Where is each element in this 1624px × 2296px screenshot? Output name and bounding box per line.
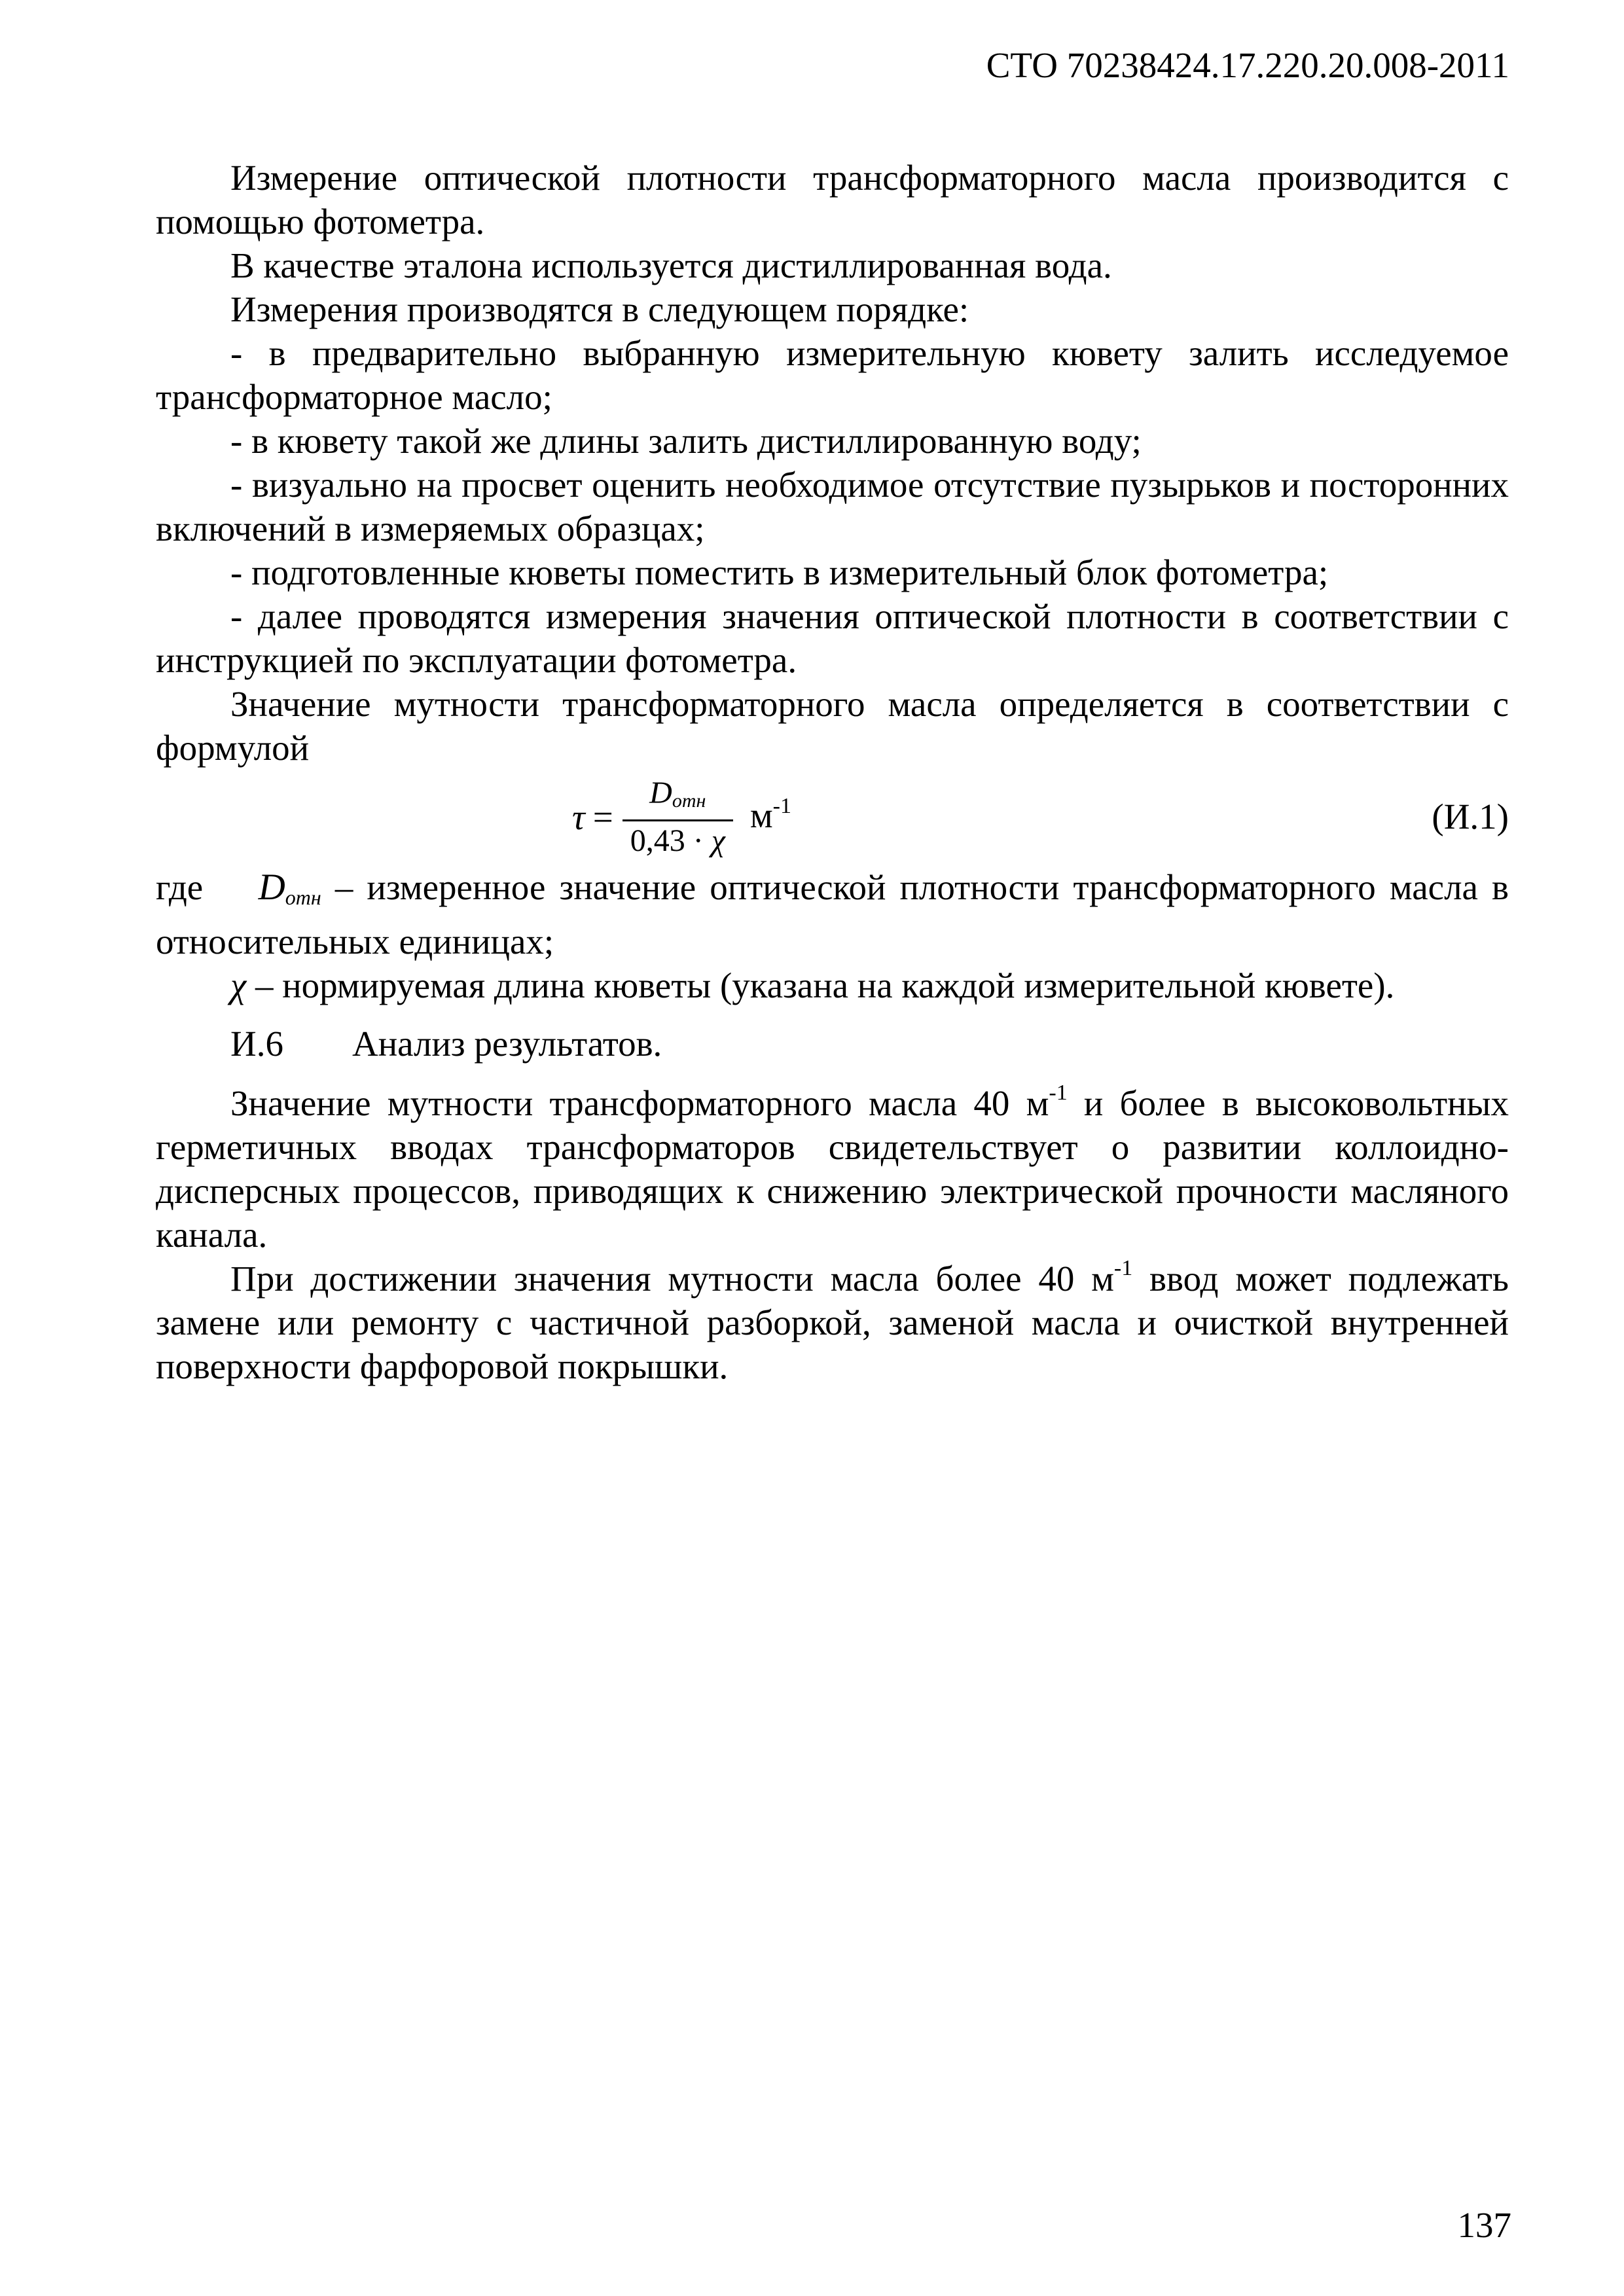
numerator-subscript: отн: [672, 789, 706, 812]
threshold-exponent: -1: [1049, 1081, 1068, 1105]
list-item-perform-measurement: - далее проводятся измерения значения оптической плотности в соответствии с инструкцией по эксплуатации фотометра.: [156, 596, 1509, 680]
replacement-text-after: ввод может подлежать замене или ремонту с частичной разборкой, заменой масла и очисткой внутренней поверхности фарфоровой покрышки.: [156, 1259, 1509, 1386]
unit-text: м: [749, 795, 773, 835]
formula-equals: =: [592, 797, 613, 837]
denominator-symbol: χ: [711, 823, 725, 858]
paragraph-turbidity-threshold: [156, 1081, 1509, 1257]
document-code-header: СТО 70238424.17.220.20.008-2011: [986, 45, 1509, 85]
threshold-text-before: Значение мутности трансформаторного масла 40 м: [230, 1083, 1049, 1123]
list-item-fill-water: - в кювету такой же длины залить дистиллированную воду;: [230, 421, 1142, 461]
section-title: Анализ результатов.: [352, 1024, 662, 1064]
d-symbol-subscript: отн: [285, 886, 321, 909]
paragraph-replacement-advice: [156, 1257, 1509, 1388]
paragraph-reference-standard: В качестве эталона используется дистиллированная вода.: [230, 245, 1112, 285]
numerator-symbol: D: [649, 775, 672, 810]
definition-chi-text: – нормируемая длина кюветы (указана на каждой измерительной кювете).: [246, 965, 1395, 1005]
paragraph-photometer-measurement: Измерение оптической плотности трансформаторного масла производится с помощью фотометра.: [156, 158, 1509, 242]
formula-numerator: [643, 775, 712, 819]
section-number: И.6: [230, 1024, 283, 1064]
section-heading: [156, 1022, 1509, 1066]
formula-lhs: τ: [572, 797, 585, 837]
denominator-number: 0,43 ·: [630, 823, 712, 858]
paragraph-turbidity-formula-intro: Значение мутности трансформаторного масла определяется в соответствии с формулой: [156, 684, 1509, 768]
replacement-text-before: При достижении значения мутности масла более 40 м: [230, 1259, 1114, 1299]
list-item-visual-check: - визуально на просвет оценить необходимое отсутствие пузырьков и посторонних включений в измеряемых образцах;: [156, 465, 1509, 548]
formula-row: [156, 772, 1509, 861]
formula-unit: [750, 784, 791, 837]
definition-d-relative: [156, 865, 1509, 963]
list-item-place-cuvettes: - подготовленные кюветы поместить в измерительный блок фотометра;: [230, 552, 1329, 592]
replacement-exponent: -1: [1113, 1256, 1133, 1280]
formula-denominator: [623, 819, 733, 859]
definition-chi-symbol: χ: [230, 965, 247, 1005]
d-symbol-letter: D: [258, 867, 285, 908]
formula-fraction: [623, 775, 733, 859]
unit-exponent: -1: [772, 794, 791, 818]
where-word: где: [156, 867, 204, 907]
turbidity-formula: [572, 772, 791, 861]
equation-number: (И.1): [1432, 797, 1509, 836]
page-number: 137: [1457, 2205, 1511, 2245]
paragraph-procedure-intro: Измерения производятся в следующем порядке:: [230, 289, 969, 329]
list-item-fill-oil: - в предварительно выбранную измерительную кювету залить исследуемое трансформаторное масло;: [156, 333, 1509, 417]
definition-d-symbol: [259, 867, 321, 908]
threshold-text-after: и более в высоковольтных герметичных вводах трансформаторов свидетельствует о развитии коллоидно-дисперсных процессов, приводящих к снижению электрической прочности масляного канала.: [156, 1083, 1509, 1255]
definition-d-text: – измеренное значение оптической плотности трансформаторного масла в относительных единицах;: [156, 867, 1509, 961]
document-body: [156, 156, 1509, 1388]
definition-chi: [156, 963, 1509, 1007]
